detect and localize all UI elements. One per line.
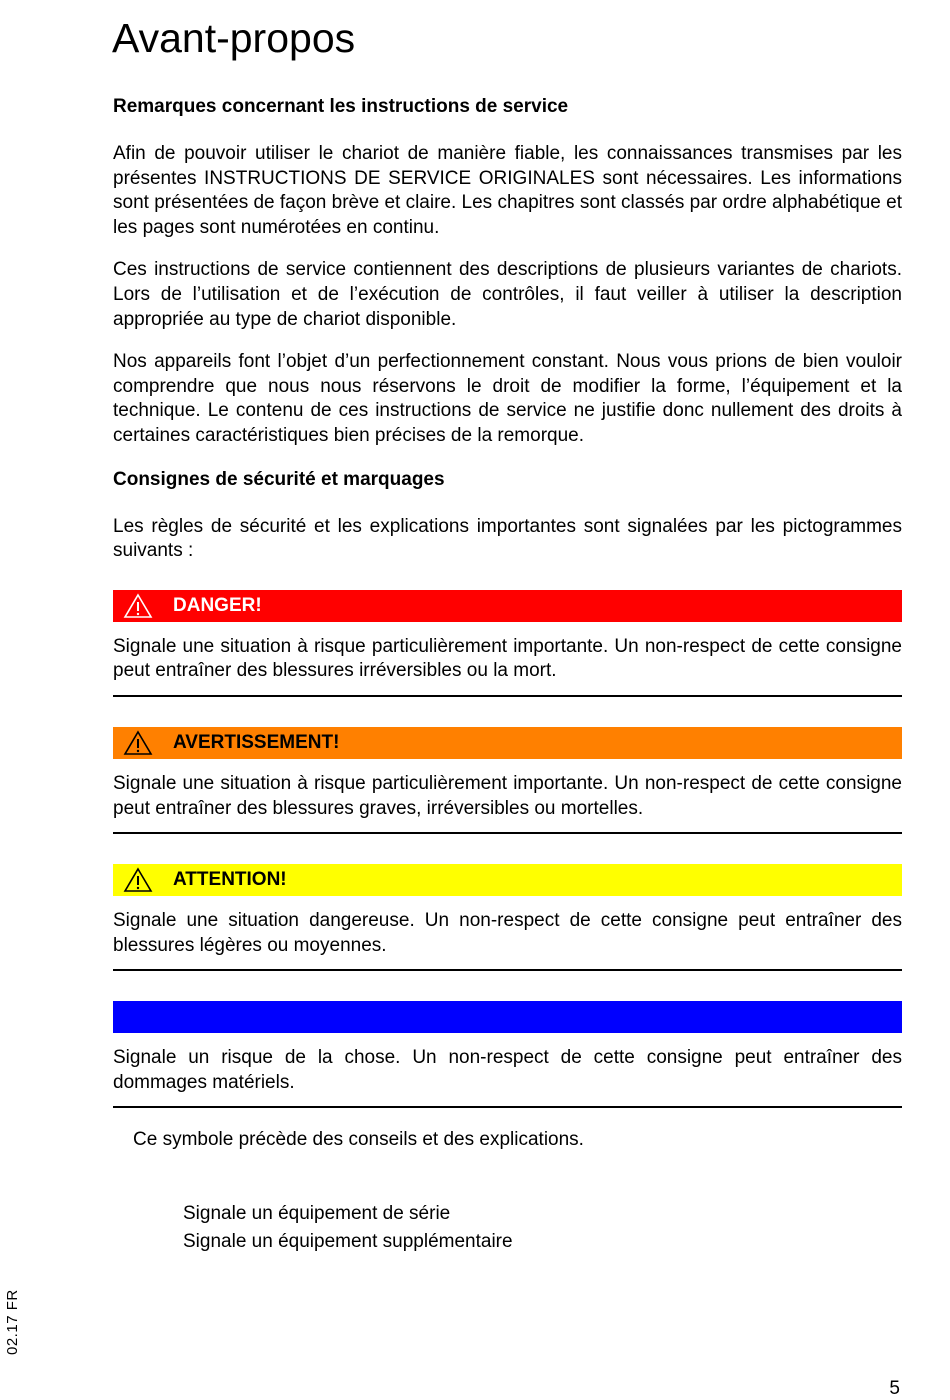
section-heading-safety: Consignes de sécurité et marquages bbox=[113, 468, 445, 490]
tip-text: Ce symbole précède des conseils et des explications. bbox=[133, 1129, 584, 1151]
divider bbox=[113, 969, 902, 971]
notice-text: Signale une situation à risque particulièrement importante. Un non-respect de cette consigne peut entraîner des blessures graves, irréversibles ou mortelles. bbox=[113, 772, 902, 819]
notice-label: AVERTISSEMENT! bbox=[173, 731, 340, 753]
equipment-optional: Signale un équipement supplémentaire bbox=[183, 1231, 513, 1253]
notice-text: Signale une situation dangereuse. Un non-respect de cette consigne peut entraîner des blessures légères ou moyennes. bbox=[113, 910, 902, 956]
notice-bar-danger bbox=[113, 590, 902, 622]
notice-property-damage bbox=[113, 1001, 902, 1108]
notice-text: Signale une situation à risque particulièrement importante. Un non-respect de cette consigne peut entraîner des blessures irréversibles ou la mort. bbox=[113, 635, 902, 682]
divider bbox=[113, 832, 902, 834]
notice-bar-warning bbox=[113, 727, 902, 759]
paragraph: Ces instructions de service contiennent des descriptions de plusieurs variantes de chariots. Lors de l’utilisation et de l’exécution de contrôles, il faut veiller à utiliser la description appropriée au type de chariot disponible. bbox=[113, 259, 902, 330]
notice-bar-caution bbox=[113, 864, 902, 896]
warning-triangle-icon bbox=[123, 730, 155, 756]
notice-warning bbox=[113, 727, 902, 834]
equipment-legend bbox=[183, 1200, 902, 1256]
equipment-standard: Signale un équipement de série bbox=[183, 1203, 451, 1225]
notice-label: ATTENTION! bbox=[173, 869, 287, 891]
paragraph: Les règles de sécurité et les explications importantes sont signalées par les pictogrammes suivants : bbox=[113, 515, 902, 562]
document-code: 02.17 FR bbox=[4, 1289, 21, 1355]
warning-triangle-icon bbox=[123, 867, 155, 893]
warning-triangle-icon bbox=[123, 593, 155, 619]
paragraph: Afin de pouvoir utiliser le chariot de manière fiable, les connaissances transmises par les présentes INSTRUCTIONS DE SERVICE ORIGINALES sont nécessaires. Les informations sont présentées de façon brève et claire. Les chapitres sont classés par ordre alphabétique et les pages sont numérotées en continu. bbox=[113, 143, 902, 238]
notice-caution bbox=[113, 864, 902, 971]
section-heading-instructions: Remarques concernant les instructions de service bbox=[113, 96, 569, 117]
divider bbox=[113, 1106, 902, 1108]
page-title: Avant-propos bbox=[112, 15, 356, 61]
notice-bar-property-damage bbox=[113, 1001, 902, 1033]
content bbox=[113, 94, 902, 1256]
paragraph: Nos appareils font l’objet d’un perfectionnement constant. Nous vous prions de bien vouloir comprendre que nous nous réservons le droit de modifier la forme, l’équipement et la technique. Le contenu de ces instructions de service ne justifie donc nullement des droits à certaines caractéristiques bien précises de la remorque. bbox=[113, 351, 902, 446]
divider bbox=[113, 695, 902, 697]
notice-danger bbox=[113, 590, 902, 697]
page-number: 5 bbox=[889, 1378, 900, 1399]
notice-label: DANGER! bbox=[173, 594, 262, 616]
notice-text: Signale un risque de la chose. Un non-respect de cette consigne peut entraîner des dommages matériels. bbox=[113, 1047, 902, 1093]
